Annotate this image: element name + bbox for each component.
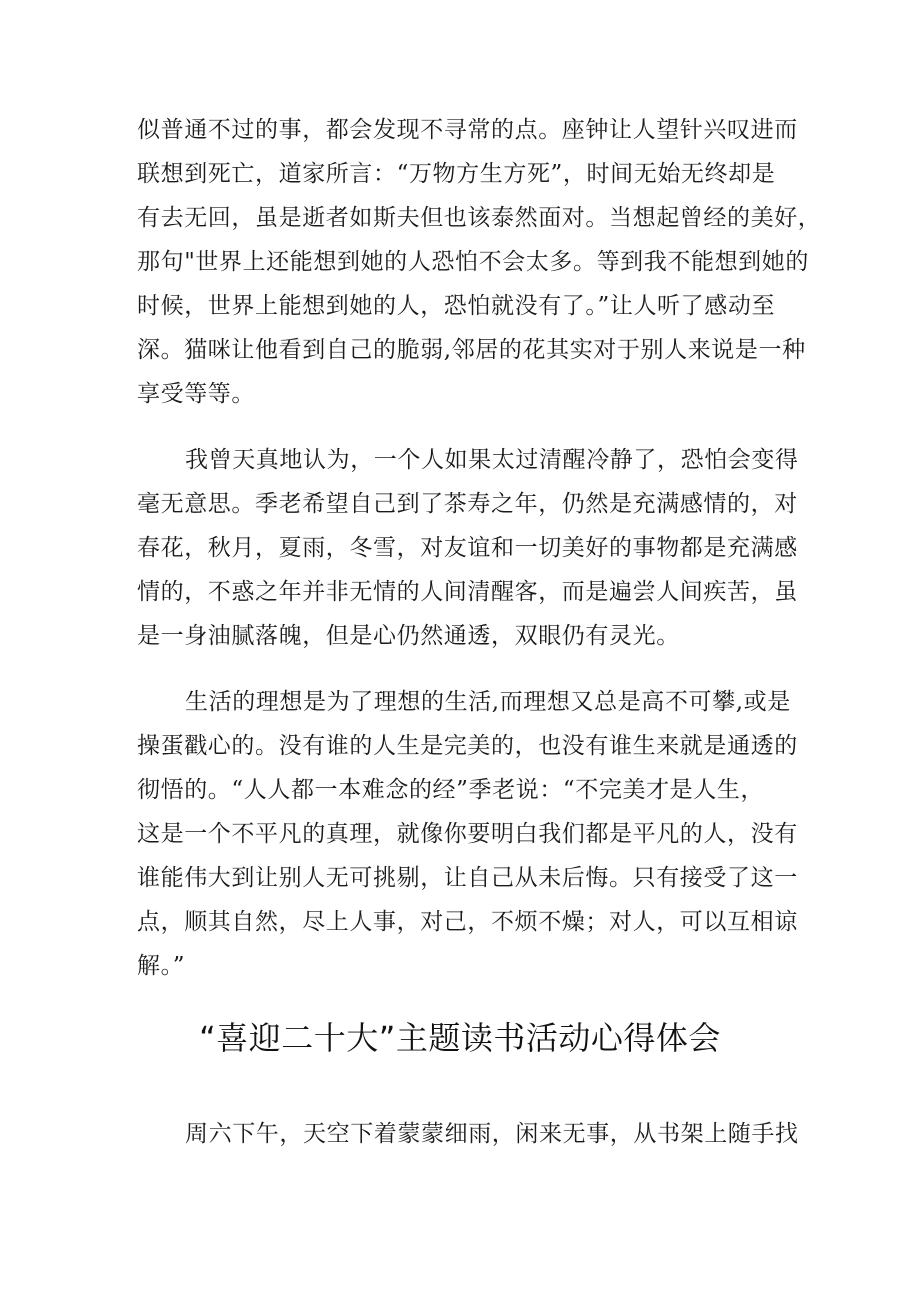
paragraph-gap [137, 416, 797, 438]
text-line: 毫无意思。季老希望自己到了茶寿之年，仍然是充满感情的，对 [137, 491, 798, 517]
text-line: 时候，世界上能想到她的人，恐怕就没有了。”让人听了感动至 [137, 293, 776, 319]
paragraph-3 [137, 680, 797, 988]
body-text [137, 108, 822, 988]
text-line: 春花，秋月，夏雨，冬雪，对友谊和一切美好的事物都是充满感 [137, 535, 798, 561]
text-line: 这是一个不平凡的真理，就像你要明白我们都是平凡的人，没有 [137, 821, 798, 847]
text-line: 那句"世界上还能想到她的人恐怕不会太多。等到我不能想到她的 [137, 249, 809, 275]
body-text-continued [137, 1112, 797, 1156]
text-line: 享受等等。 [137, 381, 255, 407]
text-line: 生活的理想是为了理想的生活,而理想又总是高不可攀,或是 [185, 689, 791, 715]
paragraph-4 [137, 1112, 797, 1156]
text-line: 彻悟的。“人人都一本难念的经”季老说：“不完美才是人生， [137, 777, 765, 803]
text-line: 解。” [137, 953, 186, 979]
paragraph-2 [137, 438, 797, 658]
paragraph-1 [137, 108, 822, 416]
text-line: 周六下午，天空下着蒙蒙细雨，闲来无事，从书架上随手找 [185, 1121, 799, 1147]
text-line: 操蛋戳心的。没有谁的人生是完美的，也没有谁生来就是通透的 [137, 733, 798, 759]
text-line: 情的，不惑之年并非无情的人间清醒客，而是遍尝人间疾苦，虽 [137, 579, 798, 605]
paragraph-gap [137, 658, 797, 680]
text-line: 是一身油腻落魄，但是心仍然通透，双眼仍有灵光。 [137, 623, 680, 649]
text-line: 点，顺其自然，尽上人事，对己，不烦不燥；对人，可以互相谅 [137, 909, 798, 935]
section-heading: “喜迎二十大”主题读书活动心得体会 [199, 1019, 721, 1057]
text-line: 深。猫咪让他看到自己的脆弱,邻居的花其实对于别人来说是一种 [137, 337, 806, 363]
text-line: 我曾天真地认为，一个人如果太过清醒冷静了，恐怕会变得 [185, 447, 799, 473]
text-line: 谁能伟大到让别人无可挑剔，让自己从未后悔。只有接受了这一 [137, 865, 798, 891]
text-line: 有去无回，虽是逝者如斯夫但也该泰然面对。当想起曾经的美好， [137, 205, 822, 231]
text-line: 似普通不过的事，都会发现不寻常的点。座钟让人望针兴叹进而 [137, 117, 798, 143]
text-line: 联想到死亡，道家所言：“万物方生方死”，时间无始无终却是 [137, 161, 776, 187]
